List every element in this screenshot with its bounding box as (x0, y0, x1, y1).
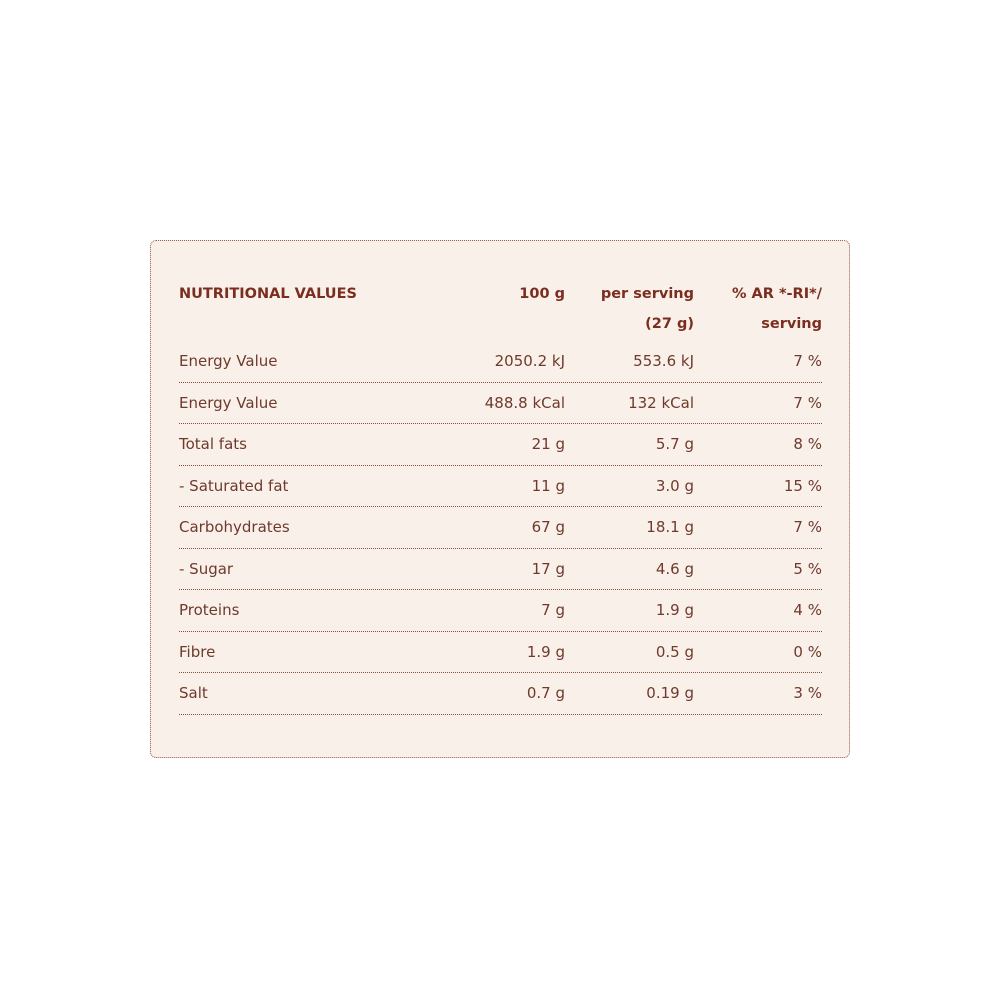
table-body (179, 341, 822, 715)
value-100g: 67 g (531, 518, 565, 536)
header-per-serving (601, 279, 694, 339)
nutrient-name: Salt (179, 684, 208, 702)
nutrient-name: Total fats (179, 435, 247, 453)
value-100g: 21 g (531, 435, 565, 453)
nutrient-name: - Saturated fat (179, 476, 289, 495)
header-ar-ri (732, 279, 822, 339)
nutrition-table (179, 279, 822, 715)
nutrient-name: Proteins (179, 601, 240, 619)
header-per-serving-line2: (27 g) (645, 316, 694, 332)
header-nutritional-values: NUTRITIONAL VALUES (179, 286, 357, 302)
value-per-serving: 5.7 g (655, 435, 694, 453)
value-ar-ri: 7 % (793, 393, 822, 412)
table-row (179, 507, 822, 549)
nutrient-name: Fibre (179, 642, 216, 661)
value-ar-ri: 5 % (793, 559, 822, 578)
value-ar-ri: 0 % (793, 642, 822, 661)
table-row (179, 424, 822, 466)
nutrient-name: Carbohydrates (179, 518, 290, 536)
nutrient-name: - Sugar (179, 559, 234, 578)
value-per-serving: 553.6 kJ (633, 352, 694, 370)
nutrient-name: Energy Value (179, 352, 278, 370)
value-100g: 488.8 kCal (484, 393, 565, 412)
value-ar-ri: 8 % (793, 435, 822, 453)
value-per-serving: 4.6 g (655, 559, 694, 578)
value-100g: 2050.2 kJ (494, 352, 565, 370)
value-100g: 7 g (541, 601, 565, 619)
nutrition-card (150, 240, 850, 758)
header-per-serving-line1: per serving (600, 286, 694, 302)
table-row (179, 383, 822, 425)
nutrient-name: Energy Value (179, 393, 278, 412)
value-100g: 0.7 g (526, 684, 565, 702)
value-per-serving: 3.0 g (655, 476, 694, 495)
value-100g: 11 g (531, 476, 565, 495)
table-row (179, 341, 822, 383)
value-per-serving: 1.9 g (655, 601, 694, 619)
table-row (179, 466, 822, 508)
table-row (179, 632, 822, 674)
value-per-serving: 0.19 g (646, 684, 694, 702)
header-100g: 100 g (519, 286, 565, 302)
value-per-serving: 0.5 g (655, 642, 694, 661)
header-ar-ri-line2: serving (761, 316, 822, 332)
value-ar-ri: 4 % (793, 601, 822, 619)
value-ar-ri: 3 % (793, 684, 822, 702)
value-per-serving: 18.1 g (646, 518, 694, 536)
table-header (179, 279, 822, 341)
value-per-serving: 132 kCal (628, 393, 694, 412)
table-row (179, 590, 822, 632)
value-100g: 17 g (531, 559, 565, 578)
table-row (179, 673, 822, 715)
value-ar-ri: 7 % (793, 352, 822, 370)
table-row (179, 549, 822, 591)
header-ar-ri-line1: % AR *-RI*/ (731, 286, 822, 302)
value-ar-ri: 15 % (783, 476, 822, 495)
value-100g: 1.9 g (526, 642, 565, 661)
value-ar-ri: 7 % (793, 518, 822, 536)
